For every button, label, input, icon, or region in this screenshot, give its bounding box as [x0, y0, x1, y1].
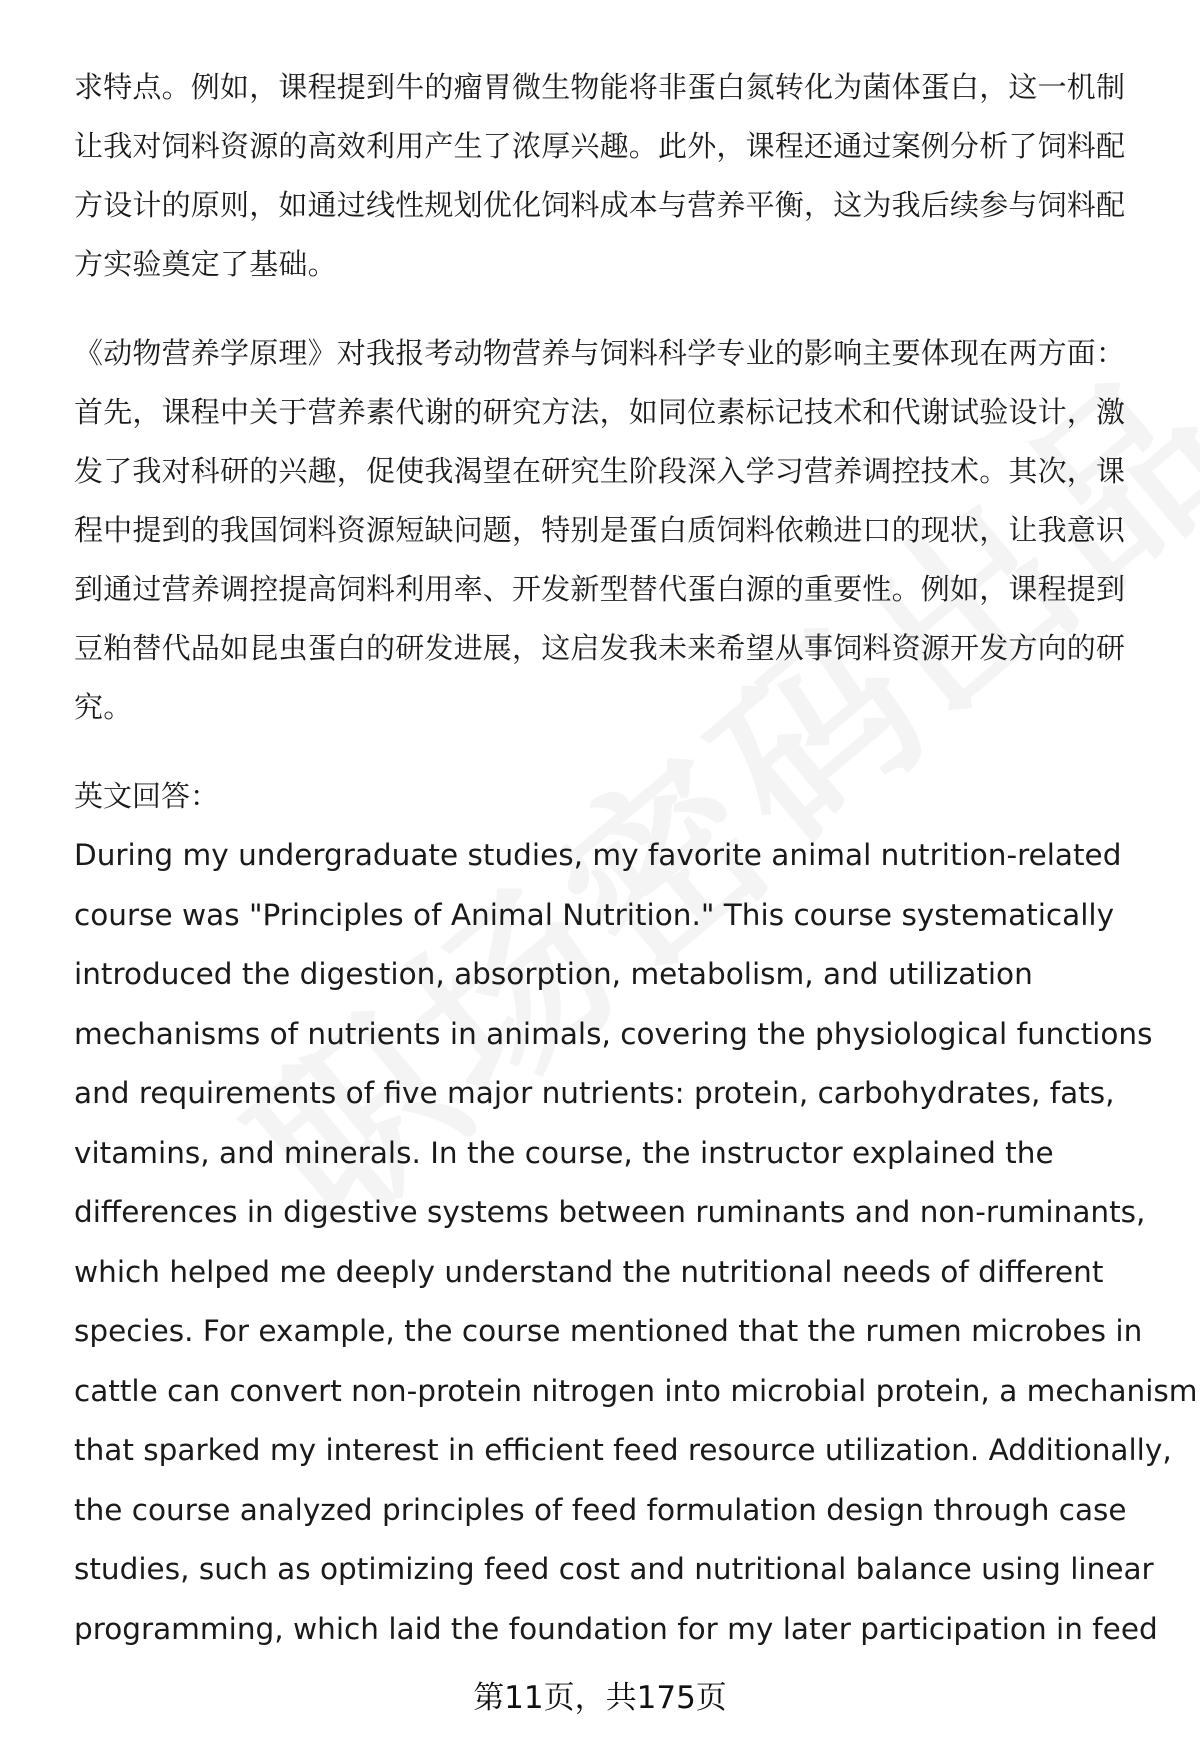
text-line: 发了我对科研的兴趣，促使我渴望在研究生阶段深入学习营养调控技术。其次，课 — [74, 454, 1126, 488]
text-line: 方实验奠定了基础。 — [74, 247, 337, 281]
text-line: that sparked my interest in efficient feed resource utilization. Additionally, — [74, 1433, 1172, 1467]
text-line: 首先，课程中关于营养素代谢的研究方法，如同位素标记技术和代谢试验设计，激 — [74, 395, 1126, 429]
paragraph-english — [74, 826, 1198, 1659]
text-line: 到通过营养调控提高饲料利用率、开发新型替代蛋白源的重要性。例如，课程提到 — [74, 572, 1126, 606]
text-line: course was "Principles of Animal Nutrition." This course systematically — [74, 897, 1115, 932]
text-line: differences in digestive systems between ruminants and non-ruminants, — [74, 1195, 1146, 1229]
text-line: 究。 — [74, 690, 133, 724]
paragraph-chinese-1 — [74, 58, 1154, 294]
text-line: programming, which laid the foundation for my later participation in feed — [74, 1611, 1158, 1646]
text-line: species. For example, the course mentioned that the rumen microbes in — [74, 1314, 1143, 1348]
text-line: 方设计的原则，如通过线性规划优化饲料成本与营养平衡，这为我后续参与饲料配 — [74, 188, 1126, 222]
text-line: which helped me deeply understand the nutritional needs of different — [74, 1254, 1104, 1289]
document-body — [74, 58, 1198, 1659]
text-line: mechanisms of nutrients in animals, covering the physiological functions — [74, 1016, 1153, 1051]
text-line: During my undergraduate studies, my favorite animal nutrition-related — [74, 838, 1122, 872]
paragraph-chinese-2 — [74, 324, 1154, 737]
text-line: studies, such as optimizing feed cost and nutritional balance using linear — [74, 1552, 1154, 1586]
text-line: 豆粕替代品如昆虫蛋白的研发进展，这启发我未来希望从事饲料资源开发方向的研 — [74, 631, 1126, 665]
text-line: cattle can convert non-protein nitrogen into microbial protein, a mechanism — [74, 1373, 1198, 1408]
text-line: 程中提到的我国饲料资源短缺问题，特别是蛋白质饲料依赖进口的现状，让我意识 — [74, 513, 1126, 547]
text-line: 让我对饲料资源的高效利用产生了浓厚兴趣。此外，课程还通过案例分析了饲料配 — [74, 129, 1126, 163]
english-answer-heading: 英文回答： — [74, 779, 220, 813]
text-line: 《动物营养学原理》对我报考动物营养与饲料科学专业的影响主要体现在两方面： — [74, 336, 1126, 370]
text-line: introduced the digestion, absorption, metabolism, and utilization — [74, 957, 1033, 991]
text-line: 求特点。例如，课程提到牛的瘤胃微生物能将非蛋白氮转化为菌体蛋白，这一机制 — [74, 70, 1126, 104]
page-number-footer: 第11页，共175页 — [473, 1680, 727, 1716]
text-line: and requirements of five major nutrients: protein, carbohydrates, fats, — [74, 1076, 1115, 1110]
text-line: vitamins, and minerals. In the course, the instructor explained the — [74, 1135, 1054, 1170]
text-line: the course analyzed principles of feed formulation design through case — [74, 1492, 1127, 1527]
